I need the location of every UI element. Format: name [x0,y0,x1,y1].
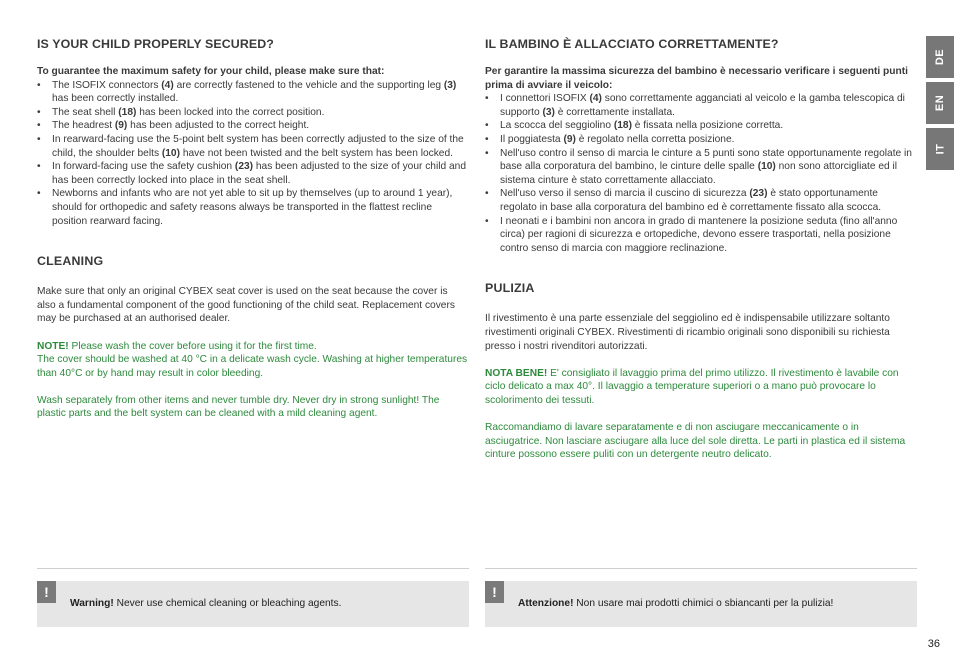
divider-line [485,568,917,569]
wash-instructions: Wash separately from other items and never tumble dry. Never dry in strong sunlight! The plastic parts and the belt system can be cleaned with a mild cleaning agent. [37,394,440,420]
checklist-item: • In rearward-facing use the 5-point belt system has been correctly adjusted to the size of the child, the shoulder belts (10) have not been twisted and the belt system has been locked. [37,133,469,160]
tab-de[interactable]: DE [926,36,954,78]
note-paragraph [485,367,917,408]
checklist-item: • The headrest (9) has been adjusted to the correct height. [37,119,469,133]
section-heading-cleaning: CLEANING [37,254,104,269]
note-line-2: The cover should be washed at 40 °C in a delicate wash cycle. Washing at higher temperatures than 40°C or by hand may result in color bleeding. [37,354,468,379]
language-tabs [926,36,954,174]
checklist-item: • Newborns and infants who are not yet able to sit up by themselves (up to around 1 year), should for orthopedic and safety reasons always be transported in the flattest recline position rearward facing. [37,187,469,228]
wash-instructions: Raccomandiamo di lavare separatamente e di non asciugare meccanicamente o in asciugatrice. Non lasciare asciugare alla luce del sole diretta. Le parti in plastica ed il sistema cinture possono essere puliti con un detergente neutro delicato. [485,422,906,461]
tab-it[interactable]: IT [926,128,954,170]
checklist-item: • Nell'uso verso il senso di marcia il cuscino di sicurezza (23) è stato opportunamente regolato in base alla corporatura del bambino ed è correttamente fissato alla scocca. [485,187,917,214]
intro-text: To guarantee the maximum safety for your child, please make sure that: [37,66,385,77]
checklist-item: • Nell'uso contro il senso di marcia le cinture a 5 punti sono state opportunamente regolate in base alla corporatura del bambino, le cinture delle spalle (10) non sono attorcigliate ed il sistema cinture è stato correttamente allacciato. [485,147,917,188]
warning-text: Warning! Never use chemical cleaning or bleaching agents. [70,598,342,609]
warning-label: Warning! [70,598,114,609]
note-line-1: E' consigliato il lavaggio prima del primo utilizzo. Il rivestimento è lavabile con ciclo delicato a max 40°. Il lavaggio a temperature superiori o a mano può provocare lo scolorimento dei tessuti. [485,367,899,406]
warning-box [37,581,469,627]
checklist-item: • In forward-facing use the safety cushion (23) has been adjusted to the size of your child and has been correctly locked into place in the seat shell. [37,160,469,187]
note-label: NOTA BENE! [485,367,548,379]
section-heading-secured: IS YOUR CHILD PROPERLY SECURED? [37,37,274,51]
warning-icon: ! [485,581,504,603]
divider-line [37,568,469,569]
warning-icon: ! [37,581,56,603]
cleaning-text: Il rivestimento è una parte essenziale del seggiolino ed è indispensabile utilizzare soltanto rivestimenti originali CYBEX. Rivestimenti di ricambio originali sono disponibili su richiesta presso i nostri rivenditori autorizzati. [485,313,890,352]
note-line-1: Please wash the cover before using it for the first time. [68,340,317,352]
section-heading-pulizia: PULIZIA [485,281,535,296]
note-paragraph [37,340,469,381]
checklist [37,79,469,229]
checklist-item: • The seat shell (18) has been locked into the correct position. [37,106,469,120]
warning-text: Attenzione! Non usare mai prodotti chimici o sbiancanti per la pulizia! [518,598,834,609]
section-heading-allacciato: IL BAMBINO È ALLACCIATO CORRETTAMENTE? [485,37,779,51]
warning-label: Attenzione! [518,598,574,609]
intro-text: Per garantire la massima sicurezza del bambino è necessario verificare i seguenti punti prima di avviare il veicolo: [485,66,908,91]
cleaning-text: Make sure that only an original CYBEX seat cover is used on the seat because the cover is also a fundamental component of the good functioning of the child seat. Replacement covers may be purchased at an authorised dealer. [37,286,455,325]
tab-en[interactable]: EN [926,82,954,124]
checklist-item: • I neonati e i bambini non ancora in grado di mantenere la posizione seduta (fino all'anno circa) per ragioni di sicurezza e ortopediche, devono essere trasportati, nella posizione contro senso di marcia con maggiore reclinazione. [485,215,917,256]
page-number: 36 [927,638,940,650]
checklist [485,92,917,255]
checklist-item: • La scocca del seggiolino (18) è fissata nella posizione corretta. [485,119,917,133]
english-column [37,36,469,421]
checklist-item: • The ISOFIX connectors (4) are correctly fastened to the vehicle and the supporting leg (3) has been correctly installed. [37,79,469,106]
italian-column [485,36,917,462]
warning-box [485,581,917,627]
note-label: NOTE! [37,340,69,352]
checklist-item: • Il poggiatesta (9) è regolato nella corretta posizione. [485,133,917,147]
checklist-item: • I connettori ISOFIX (4) sono correttamente agganciati al veicolo e la gamba telescopica di supporto (3) è correttamente installata. [485,92,917,119]
